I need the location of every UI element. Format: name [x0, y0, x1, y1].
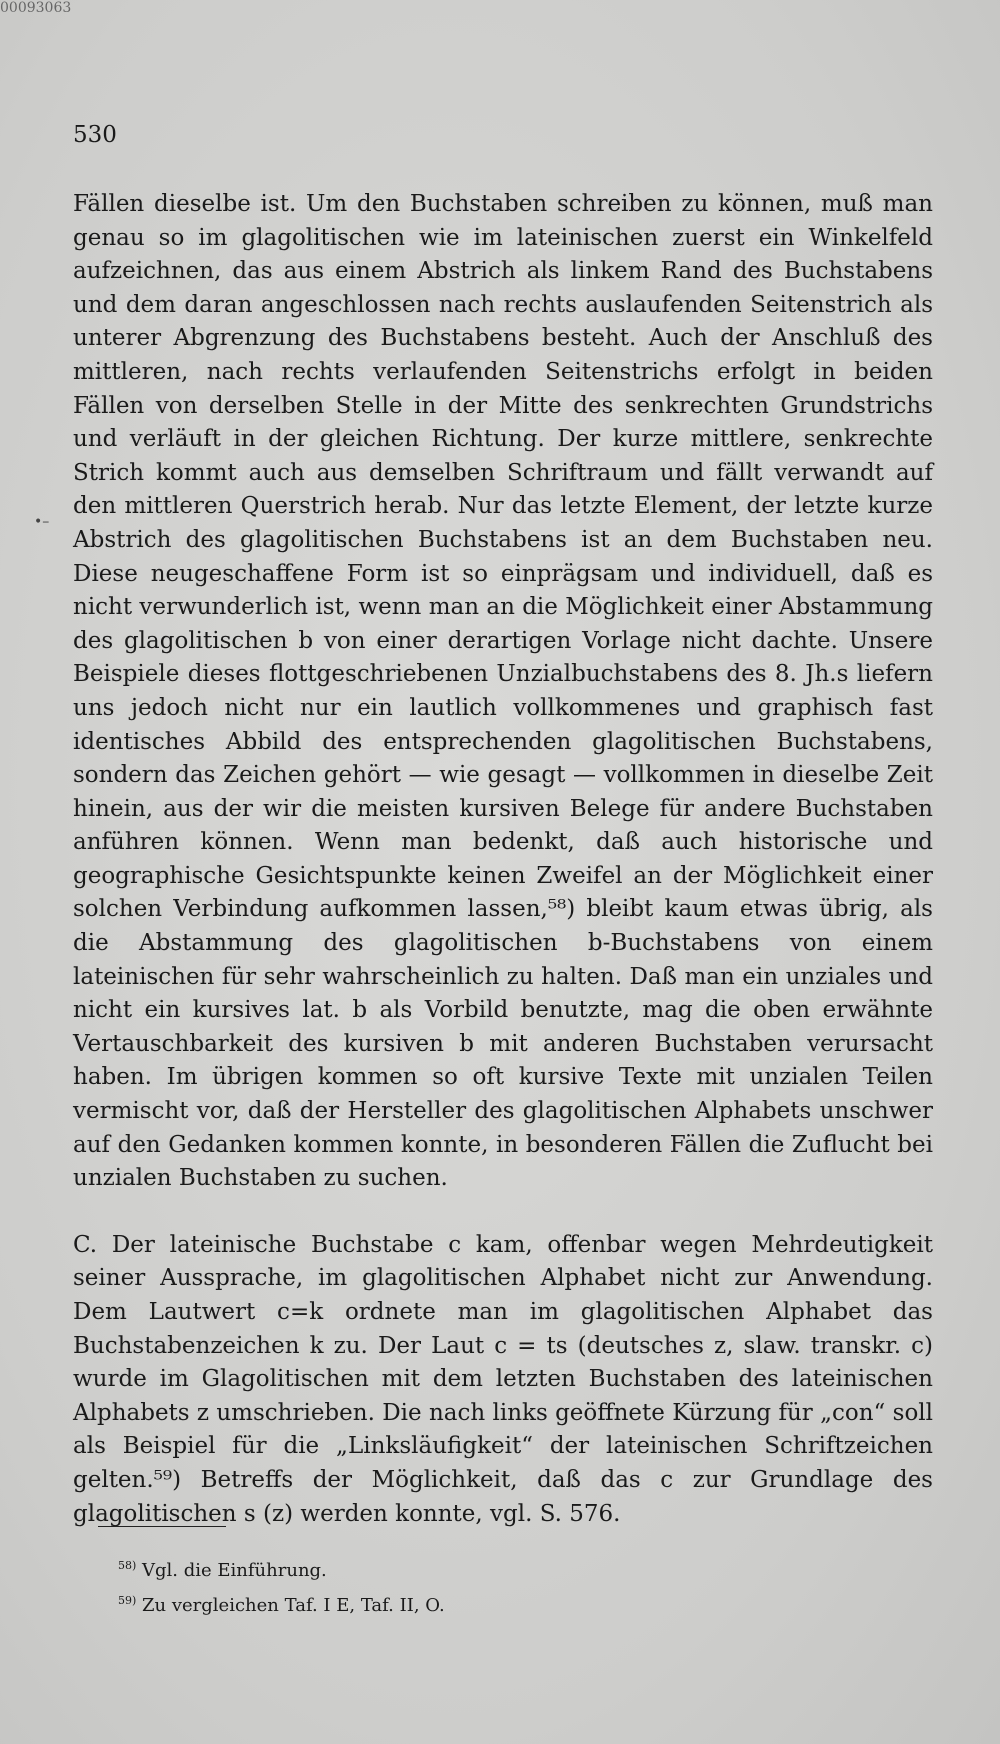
footnote-58 [118, 1555, 327, 1582]
scan-id: 00093063 [0, 0, 72, 16]
main-text [73, 188, 933, 1531]
footnote-59 [118, 1590, 445, 1617]
footnote-text: Zu vergleichen Taf. I E, Taf. II, O. [142, 1595, 445, 1616]
footnote-text: Vgl. die Einführung. [142, 1560, 327, 1581]
footnote-mark: 58) [118, 1559, 137, 1572]
paragraph-c: C. Der lateinische Buchstabe c kam, offenbar wegen Mehrdeutigkeit seiner Aussprache, im glagolitischen Alphabet nicht zur Anwendung. Dem Lautwert c=k ordnete man im glagolitischen Alphabet das Buchstabenzeichen k zu. Der Laut c = ts (deutsches z, slaw. transkr. c) wurde im Glagolitischen mit dem letzten Buchstaben des lateinischen Alphabets z umschrieben. Die nach links geöffnete Kürzung für „con“ soll als Beispiel für die „Linksläufigkeit“ der lateinischen Schriftzeichen gelten.⁵⁹) Betreffs der Möglichkeit, daß das c zur Grundlage des glagolitischen s (z) werden konnte, vgl. S. 576. [73, 1231, 933, 1527]
footnote-mark: 59) [118, 1594, 137, 1607]
paragraph-b: Fällen dieselbe ist. Um den Buchstaben schreiben zu können, muß man genau so im glagolitischen wie im lateinischen zuerst ein Winkelfeld aufzeichnen, das aus einem Abstrich als linkem Rand des Buchstabens und dem daran angeschlossen nach rechts auslaufenden Seitenstrich als unterer Abgrenzung des Buchstabens besteht. Auch der Anschluß des mittleren, nach rechts verlaufenden Seitenstrichs erfolgt in beiden Fällen von derselben Stelle in der Mitte des senkrechten Grundstrichs und verläuft in der gleichen Richtung. Der kurze mittlere, senkrechte Strich kommt auch aus demselben Schriftraum und fällt verwandt auf den mittleren Querstrich herab. Nur das letzte Element, der letzte kurze Abstrich des glagolitischen Buchstabens ist an dem Buchstaben neu. Diese neugeschaffene Form ist so einprägsam und individuell, daß es nicht verwunderlich ist, wenn man an die Möglichkeit einer Abstammung des glagolitischen b von einer derartigen Vorlage nicht dachte. Unsere Beispiele dieses flottgeschriebenen Unzialbuchstabens des 8. Jh.s liefern uns jedoch nicht nur ein lautlich vollkommenes und graphisch fast identisches Abbild des entsprechenden glagolitischen Buchstabens, sondern das Zeichen gehört — wie gesagt — vollkommen in dieselbe Zeit hinein, aus der wir die meisten kursiven Belege für andere Buchstaben anführen können. Wenn man bedenkt, daß auch historische und geographische Gesichtspunkte keinen Zweifel an der Möglichkeit einer solchen Verbindung aufkommen lassen,⁵⁸) bleibt kaum etwas übrig, als die Abstammung des glagolitischen b-Buchstabens von einem lateinischen für sehr wahrscheinlich zu halten. Daß man ein unziales und nicht ein kursives lat. b als Vorbild benutzte, mag die oben erwähnte Vertauschbarkeit des kursiven b mit anderen Buchstaben verursacht haben. Im übrigen kommen so oft kursive Texte mit unzialen Teilen vermischt vor, daß der Hersteller des glagolitischen Alphabets unschwer auf den Gedanken kommen konnte, in besonderen Fällen die Zuflucht bei unzialen Buchstaben zu suchen. [73, 191, 933, 1192]
footnote-rule [98, 1526, 226, 1527]
margin-mark: •– [34, 514, 50, 530]
page-number: 530 [73, 122, 117, 148]
